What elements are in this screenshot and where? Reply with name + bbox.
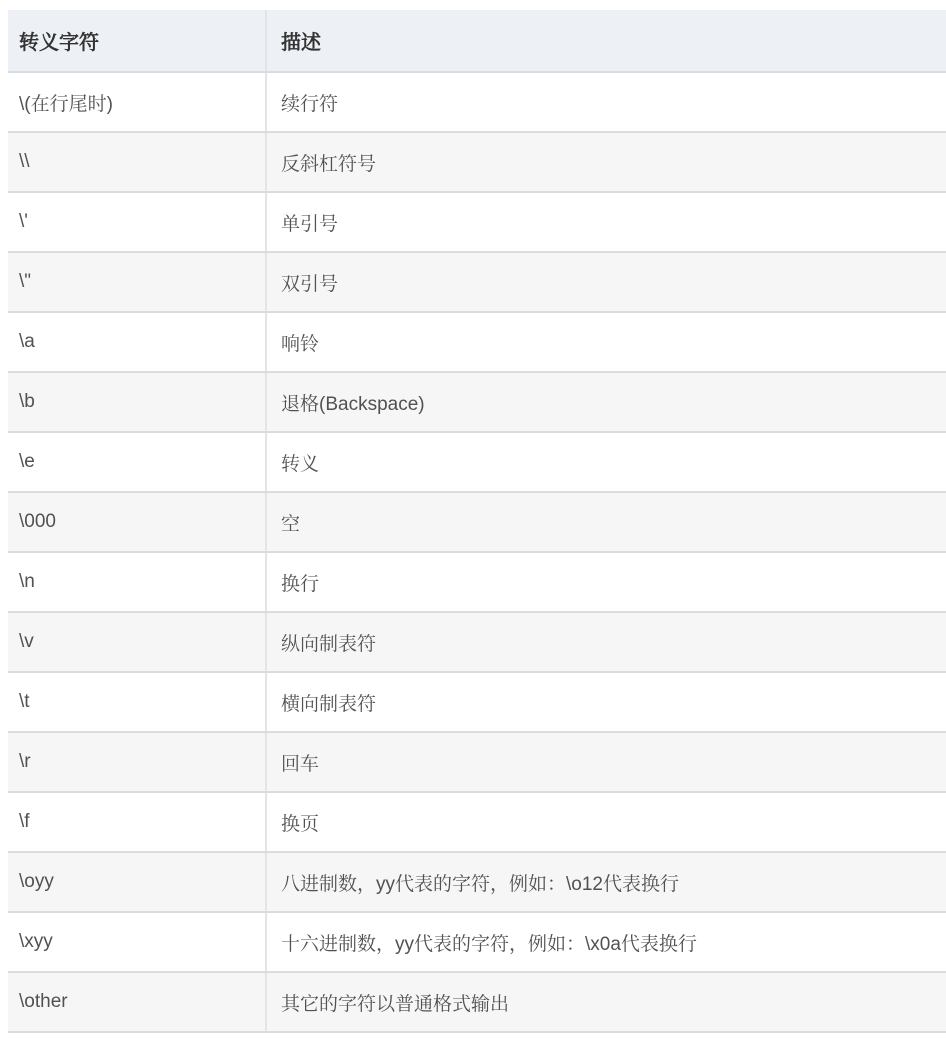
table-row [8, 252, 946, 312]
escape-char-cell: \other [8, 972, 266, 1032]
description-cell: 十六进制数，yy代表的字符，例如：\x0a代表换行 [266, 912, 946, 972]
table-row [8, 972, 946, 1032]
description-cell: 换行 [266, 552, 946, 612]
description-cell: 纵向制表符 [266, 612, 946, 672]
escape-char-cell: \\ [8, 132, 266, 192]
table-row [8, 132, 946, 192]
table-header [8, 10, 946, 72]
escape-char-cell: \f [8, 792, 266, 852]
description-cell: 其它的字符以普通格式输出 [266, 972, 946, 1032]
table-row [8, 432, 946, 492]
description-cell: 续行符 [266, 72, 946, 132]
table-row [8, 852, 946, 912]
escape-char-cell: \t [8, 672, 266, 732]
escape-char-cell: \" [8, 252, 266, 312]
escape-char-cell: \r [8, 732, 266, 792]
escape-char-cell: \n [8, 552, 266, 612]
table-row [8, 672, 946, 732]
column-header-description: 描述 [266, 10, 946, 72]
escape-char-cell: \000 [8, 492, 266, 552]
table-row [8, 552, 946, 612]
description-cell: 回车 [266, 732, 946, 792]
escape-char-cell: \oyy [8, 852, 266, 912]
column-header-escape-char: 转义字符 [8, 10, 266, 72]
escape-char-cell: \b [8, 372, 266, 432]
escape-char-cell: \(在行尾时) [8, 72, 266, 132]
escape-char-cell: \xyy [8, 912, 266, 972]
description-cell: 空 [266, 492, 946, 552]
escape-char-cell: \' [8, 192, 266, 252]
table-row [8, 612, 946, 672]
escape-char-cell: \e [8, 432, 266, 492]
description-cell: 响铃 [266, 312, 946, 372]
description-cell: 换页 [266, 792, 946, 852]
table-row [8, 492, 946, 552]
escape-char-cell: \a [8, 312, 266, 372]
description-cell: 双引号 [266, 252, 946, 312]
table-row [8, 912, 946, 972]
table-row [8, 372, 946, 432]
table-row [8, 732, 946, 792]
table-row [8, 792, 946, 852]
table-row [8, 312, 946, 372]
escape-char-cell: \v [8, 612, 266, 672]
description-cell: 转义 [266, 432, 946, 492]
header-row [8, 10, 946, 72]
description-cell: 退格(Backspace) [266, 372, 946, 432]
table-row [8, 192, 946, 252]
table-body [8, 72, 946, 1032]
description-cell: 横向制表符 [266, 672, 946, 732]
description-cell: 单引号 [266, 192, 946, 252]
table-row [8, 72, 946, 132]
description-cell: 八进制数，yy代表的字符，例如：\o12代表换行 [266, 852, 946, 912]
escape-characters-table [8, 10, 946, 1033]
description-cell: 反斜杠符号 [266, 132, 946, 192]
